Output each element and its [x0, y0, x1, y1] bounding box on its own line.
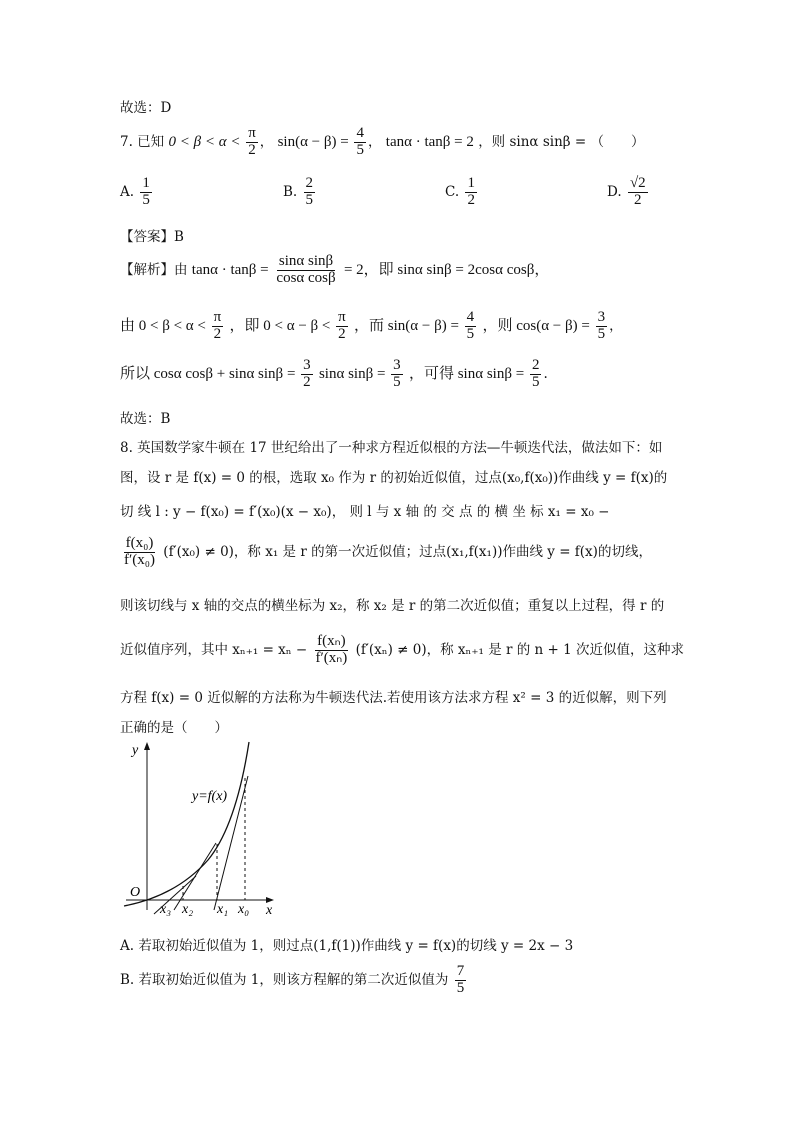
q7-cond-a: 0 <: [168, 133, 194, 150]
q7-answer: 【答案】B: [120, 229, 184, 245]
y-axis-label: y: [132, 743, 139, 758]
q7-stem: 7. 已知 0 < β < α < $\frac{\pi}{2}$ ， sin(α − β) = $\frac{4}{5}$ ， tanα · tanβ = 2 ，则 sinα sinβ = （ ）: [120, 125, 645, 158]
x2-label: x₂: [182, 902, 194, 917]
q7-solution-line2: 由 0 < β < α < $\frac{\pi}{2}$ ，即 0 < α − β < $\frac{\pi}{2}$ ，而 sin(α − β) = $\frac{4}{5}$ ，则 cos(α − β) = $\frac{3}{5}$ ，: [120, 309, 623, 342]
q7-conclusion: 故选：B: [120, 411, 171, 427]
q8-line5: 则该切线与 x 轴的交点的横坐标为 x₂，称 x₂ 是 r 的第二次近似值；重复以上过程，得 r 的: [120, 598, 665, 614]
q7-solution-line3: 所以 cosα cosβ + sinα sinβ = $\frac{3}{2}$ sinα sinβ = $\frac{3}{5}$ ，可得 sinα sinβ = $\frac{2}{5}$ .: [120, 357, 548, 390]
q7-sin-cond: sin(α − β) =: [277, 133, 353, 150]
q7-cond-b: β: [193, 133, 202, 150]
q8-line2: 图，设 r 是 f(x) = 0 的根，选取 x₀ 作为 r 的初始近似值，过点(x₀,f(x₀))作曲线 y = f(x)的: [120, 470, 668, 486]
q7-cond-c: < α <: [201, 133, 245, 150]
q7-option-c: C. $\frac{1}{2}$: [445, 175, 475, 208]
curve-label: y=f(x): [192, 789, 228, 804]
y-axis-arrow: [144, 742, 150, 750]
q7-ask: ，则 sinα sinβ = （ ）: [478, 133, 645, 150]
q8-option-b: B. 若取初始近似值为 1，则该方程解的第二次近似值为 $\frac{7}{5}$: [120, 963, 465, 996]
x3-label: x₃: [160, 902, 172, 917]
q7-option-a: A. $\frac{1}{5}$: [120, 175, 150, 208]
q7-prefix: 7. 已知: [120, 133, 165, 150]
x1-label: x₁: [217, 902, 229, 917]
q7-solution-line1: 【解析】由 tanα · tanβ = $\frac{\text{sinα sinβ}}{\text{cosα cosβ}}$ = 2，即 sinα sinβ = 2cosα cosβ，: [120, 253, 550, 286]
x-axis-label: x: [266, 903, 273, 918]
curve-y-fx: [124, 742, 249, 906]
q7-option-d: D. $\frac{√2}{2}$: [607, 175, 646, 208]
q7-four-fifths: $\frac{4}{5}$: [356, 125, 364, 158]
q7-pi-over-2: $\frac{\pi}{2}$: [248, 125, 256, 158]
q8-line3: 切 线 l : y − f(x₀) = f′(x₀)(x − x₀)， 则 l 与 x 轴 的 交 点 的 横 坐 标 x₁ = x₀ −: [120, 504, 610, 520]
q8-line7: 方程 f(x) = 0 近似解的方法称为牛顿迭代法.若使用该方法求方程 x² = 3 的近似解，则下列: [120, 690, 667, 706]
q8-line1: 8. 英国数学家牛顿在 17 世纪给出了一种求方程近似根的方法—牛顿迭代法，做法如下：如: [120, 440, 663, 456]
x0-label: x₀: [238, 902, 250, 917]
q7-option-b: B. $\frac{2}{5}$: [283, 175, 314, 208]
q8-line8: 正确的是（ ）: [120, 720, 228, 736]
q8-option-a: A. 若取初始近似值为 1，则过点(1,f(1))作曲线 y = f(x)的切线 y = 2x − 3: [120, 938, 574, 954]
q8-line4: $\frac{\text{f(x₀)}}{\text{f′(x₀)}}$ (f′(x₀) ≠ 0)，称 x₁ 是 r 的第一次近似值；过点(x₁,f(x₁))作曲线 y = f(x)的切线，: [124, 535, 652, 568]
previous-answer: 故选：D: [120, 100, 172, 116]
origin-label: O: [130, 885, 141, 900]
q7-tan-cond: tanα · tanβ = 2: [385, 133, 474, 150]
newton-method-graph: [116, 738, 286, 918]
q8-line6: 近似值序列，其中 xₙ₊₁ = xₙ − $\frac{\text{f(xₙ)}}{\text{f′(xₙ)}}$ (f′(xₙ) ≠ 0)，称 xₙ₊₁ 是 r 的 n + 1 次近似值，这种求: [120, 633, 685, 666]
